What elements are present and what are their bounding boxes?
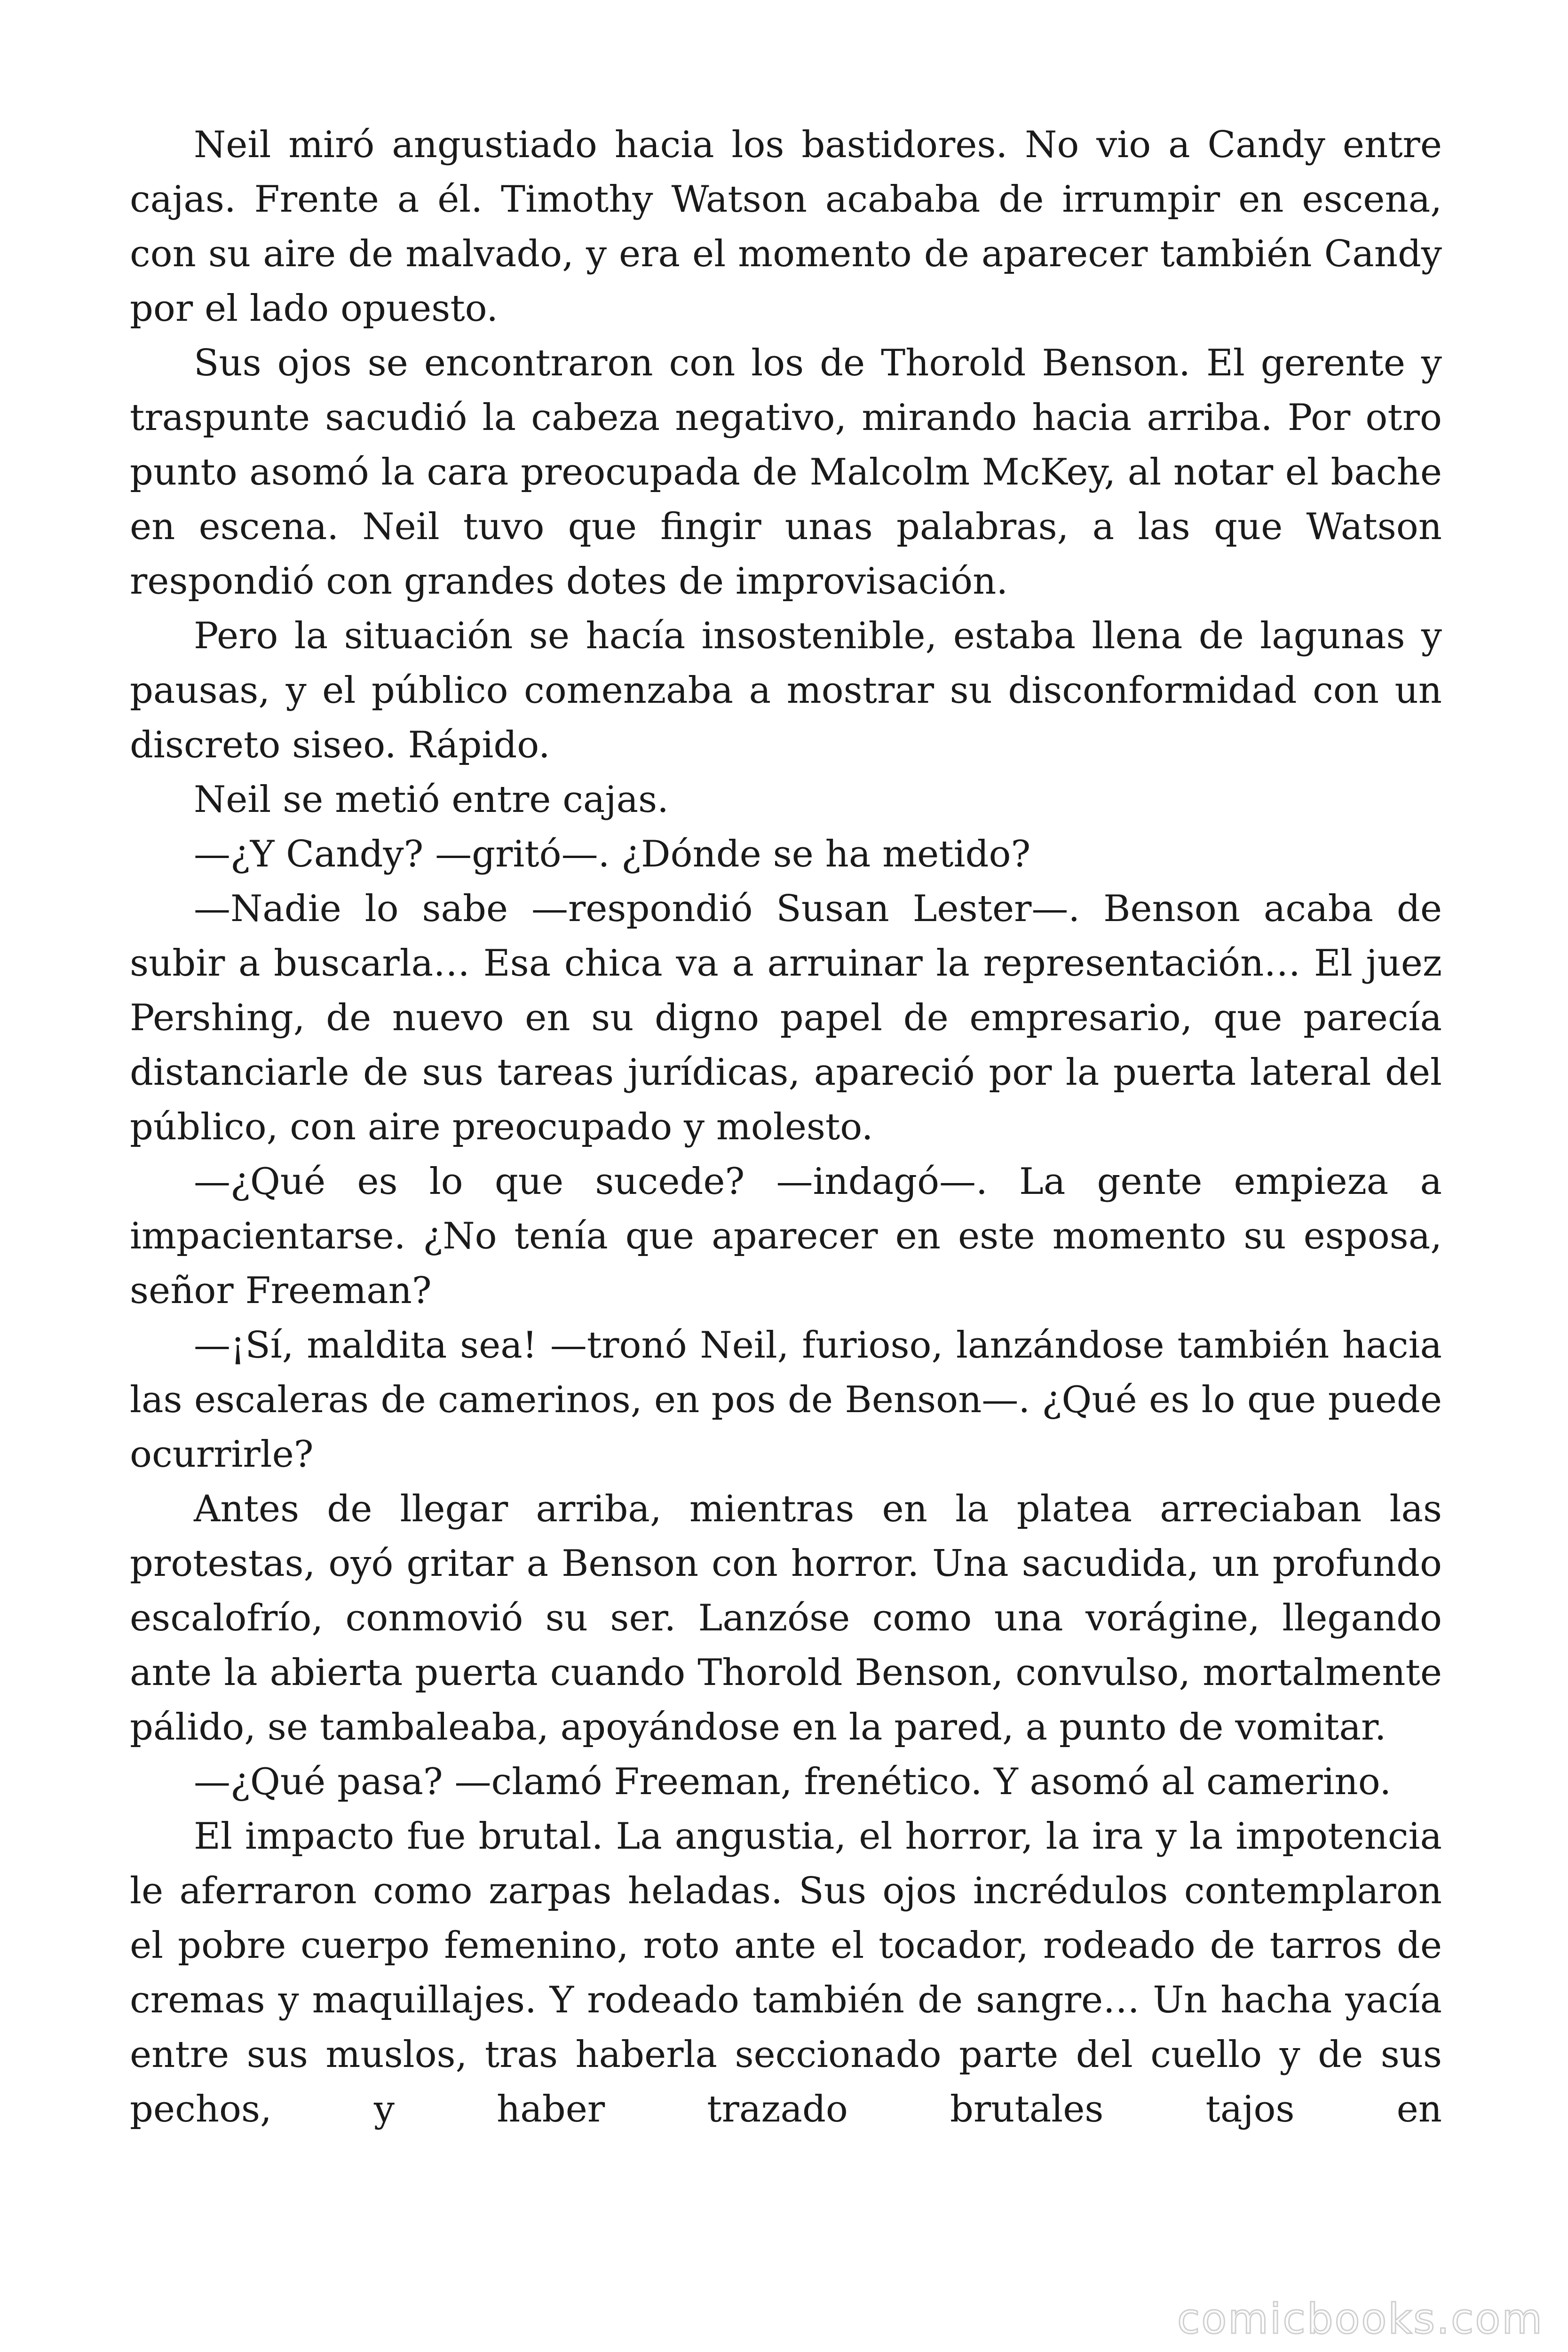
paragraph: Sus ojos se encontraron con los de Thorold Benson. El gerente y traspunte sacudió la cabeza negativo, mirando hacia arriba. Por otro punto asomó la cara preocupada de Malcolm McKey, al notar el bache en escena. Neil tuvo que fingir unas palabras, a las que Watson respondió con grandes dotes de improvisación. <box>130 342 1442 603</box>
body-text <box>130 118 1442 2137</box>
paragraph: —¿Qué es lo que sucede? —indagó—. La gente empieza a impacientarse. ¿No tenía que aparecer en este momento su esposa, señor Freeman? <box>130 1160 1442 1312</box>
paragraph: Neil miró angustiado hacia los bastidores. No vio a Candy entre cajas. Frente a él. Timothy Watson acababa de irrumpir en escena, con su aire de malvado, y era el momento de aparecer también Candy por el lado opuesto. <box>130 124 1442 330</box>
paragraph: —¿Y Candy? —gritó—. ¿Dónde se ha metido? <box>194 833 1031 875</box>
watermark: comicbooks.com <box>1177 2295 1544 2343</box>
paragraph: —¿Qué pasa? —clamó Freeman, frenético. Y asomó al camerino. <box>194 1761 1392 1803</box>
paragraph: Neil se metió entre cajas. <box>194 779 669 821</box>
paragraph: Pero la situación se hacía insostenible, estaba llena de lagunas y pausas, y el público comenzaba a mostrar su disconformidad con un discreto siseo. Rápido. <box>130 615 1442 766</box>
paragraph: —Nadie lo sabe —respondió Susan Lester—. Benson acaba de subir a buscarla… Esa chica va a arruinar la representación… El juez Pershing, de nuevo en su digno papel de empresario, que parecía distanciarle de sus tareas jurídicas, apareció por la puerta lateral del público, con aire preocupado y molesto. <box>130 888 1442 1148</box>
paragraph: Antes de llegar arriba, mientras en la platea arreciaban las protestas, oyó gritar a Benson con horror. Una sacudida, un profundo escalofrío, conmovió su ser. Lanzóse como una vorágine, llegando ante la abierta puerta cuando Thorold Benson, convulso, mortalmente pálido, se tambaleaba, apoyándose en la pared, a punto de vomitar. <box>130 1488 1442 1748</box>
paragraph: —¡Sí, maldita sea! —tronó Neil, furioso, lanzándose también hacia las escaleras de camerinos, en pos de Benson—. ¿Qué es lo que puede ocurrirle? <box>130 1324 1442 1476</box>
paragraph: El impacto fue brutal. La angustia, el horror, la ira y la impotencia le aferraron como zarpas heladas. Sus ojos incrédulos contemplaron el pobre cuerpo femenino, roto ante el tocador, rodeado de tarros de cremas y maquillajes. Y rodeado también de sangre… Un hacha yacía entre sus muslos, tras haberla seccionado parte del cuello y de sus pechos, y haber trazado brutales tajos en <box>130 1815 1442 2130</box>
